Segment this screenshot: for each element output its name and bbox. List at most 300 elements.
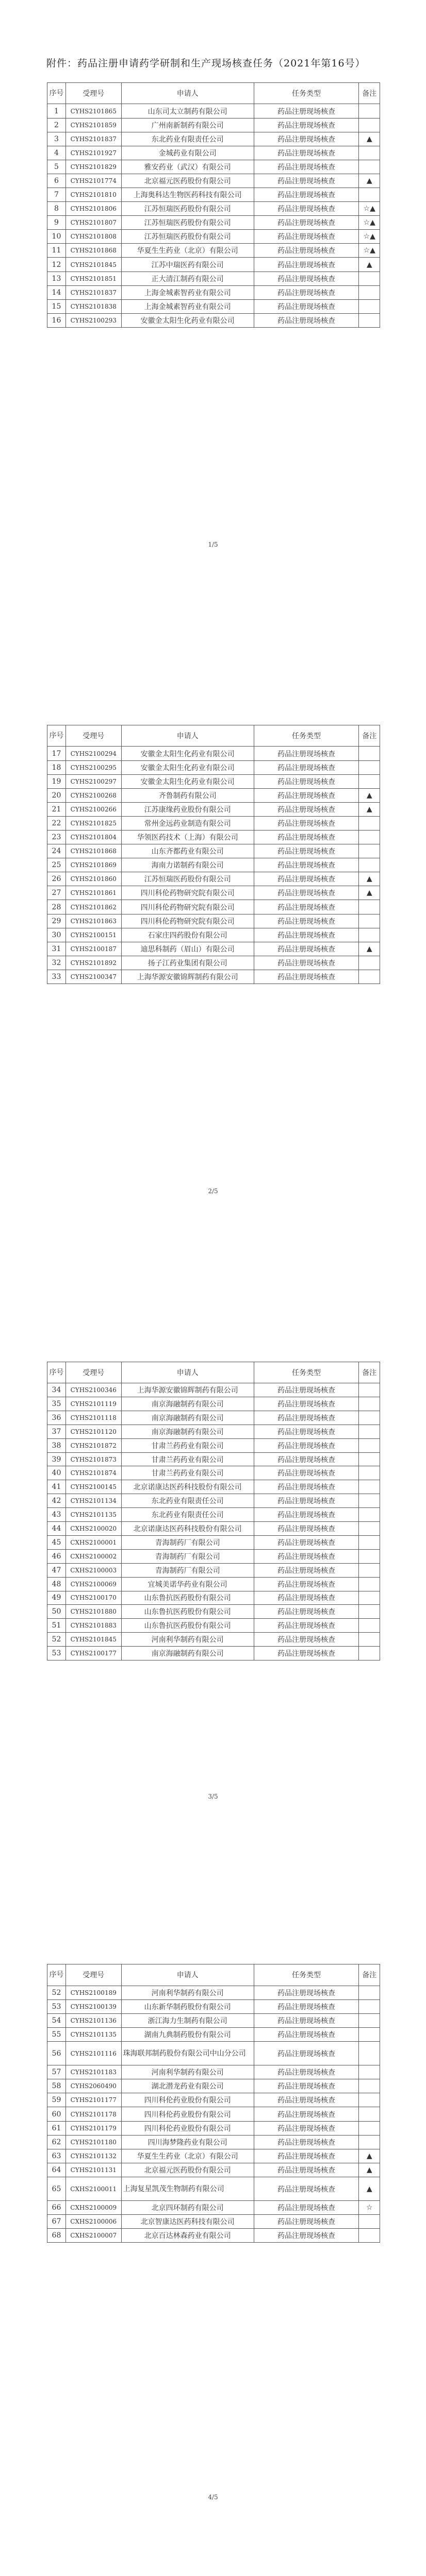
- cell-applicant: 北京福元医药股份有限公司: [121, 174, 254, 188]
- table-row: [47, 1411, 380, 1425]
- cell-remark: ▲: [359, 942, 380, 956]
- col-header-remark: 备注: [359, 83, 380, 104]
- cell-no: 41: [47, 1480, 66, 1494]
- table-row: [47, 1452, 380, 1466]
- cell-no: 16: [47, 313, 66, 327]
- cell-applicant: 江苏中瑞医药有限公司: [121, 258, 254, 272]
- cell-applicant: 山东齐都药业有限公司: [121, 844, 254, 858]
- cell-task-type: 药品注册现场核查: [254, 258, 359, 272]
- table-row: [47, 2163, 380, 2177]
- cell-task-type: 药品注册现场核查: [254, 872, 359, 886]
- table-row: [47, 1494, 380, 1508]
- cell-remark: [359, 2135, 380, 2149]
- cell-no: 6: [47, 174, 66, 188]
- table-row: [47, 1619, 380, 1633]
- table-row: [47, 816, 380, 830]
- table-row: [47, 313, 380, 327]
- cell-no: 64: [47, 2163, 66, 2177]
- cell-accept-no: CYHS2101927: [65, 146, 121, 160]
- table-row: [47, 160, 380, 174]
- cell-no: 40: [47, 1466, 66, 1480]
- cell-remark: [359, 1633, 380, 1647]
- table-row: [47, 760, 380, 774]
- cell-remark: [359, 2121, 380, 2135]
- table-row: [47, 886, 380, 900]
- cell-remark: [359, 2065, 380, 2079]
- cell-task-type: 药品注册现场核查: [254, 146, 359, 160]
- col-header-applicant: 申请人: [121, 725, 254, 747]
- cell-no: 37: [47, 1425, 66, 1438]
- col-header-remark: 备注: [359, 1362, 380, 1383]
- cell-applicant: 安徽金太阳生化药业有限公司: [121, 313, 254, 327]
- cell-no: 17: [47, 747, 66, 760]
- cell-accept-no: CYHS2101810: [65, 188, 121, 202]
- cell-no: 25: [47, 858, 66, 872]
- cell-applicant: 迪思科制药（眉山）有限公司: [121, 942, 254, 956]
- col-header-accept-no: 受理号: [65, 1964, 121, 1986]
- col-header-no: 序号: [47, 83, 66, 104]
- cell-accept-no: CYHS2101868: [65, 844, 121, 858]
- cell-remark: ☆▲: [359, 230, 380, 244]
- cell-applicant: 河南利华制药有限公司: [121, 1986, 254, 1999]
- table-row: [47, 956, 380, 970]
- cell-no: 38: [47, 1438, 66, 1452]
- cell-task-type: 药品注册现场核查: [254, 2163, 359, 2177]
- cell-no: 42: [47, 1494, 66, 1508]
- cell-applicant: 安徽金太阳生化药业有限公司: [121, 774, 254, 788]
- cell-task-type: 药品注册现场核查: [254, 244, 359, 258]
- cell-remark: [359, 1549, 380, 1563]
- cell-applicant: 四川科伦药物研究院有限公司: [121, 914, 254, 928]
- cell-remark: [359, 1605, 380, 1619]
- cell-task-type: 药品注册现场核查: [254, 970, 359, 984]
- cell-task-type: 药品注册现场核查: [254, 747, 359, 760]
- table-row: [47, 216, 380, 230]
- table-row: [47, 2079, 380, 2093]
- page-number: 3/5: [208, 1793, 218, 1800]
- cell-remark: [359, 2229, 380, 2243]
- cell-applicant: 南京海融制药有限公司: [121, 1425, 254, 1438]
- cell-no: 36: [47, 1411, 66, 1425]
- table-row: [47, 1438, 380, 1452]
- cell-no: 65: [47, 2177, 66, 2201]
- cell-accept-no: CYHS2101874: [65, 1466, 121, 1480]
- cell-no: 11: [47, 244, 66, 258]
- table-row: [47, 202, 380, 216]
- col-header-applicant: 申请人: [121, 1362, 254, 1383]
- col-header-applicant: 申请人: [121, 1964, 254, 1986]
- cell-task-type: 药品注册现场核查: [254, 1549, 359, 1563]
- cell-task-type: 药品注册现场核查: [254, 2149, 359, 2163]
- table-row: [47, 970, 380, 984]
- cell-task-type: 药品注册现场核查: [254, 2013, 359, 2027]
- cell-remark: ▲: [359, 258, 380, 272]
- table-row: [47, 844, 380, 858]
- cell-applicant: 四川科伦药物研究院有限公司: [121, 886, 254, 900]
- cell-remark: [359, 1535, 380, 1549]
- cell-no: 13: [47, 272, 66, 285]
- cell-accept-no: CYHS2101116: [65, 2042, 121, 2065]
- cell-remark: [359, 2042, 380, 2065]
- cell-task-type: 药品注册现场核查: [254, 1508, 359, 1522]
- cell-remark: [359, 272, 380, 285]
- cell-remark: ▲: [359, 788, 380, 802]
- cell-applicant: 南京海融制药有限公司: [121, 1647, 254, 1660]
- table-row: [47, 1522, 380, 1536]
- cell-remark: ▲: [359, 174, 380, 188]
- cell-accept-no: CXHS2100020: [65, 1522, 121, 1536]
- cell-no: 57: [47, 2065, 66, 2079]
- cell-applicant: 浙江海力生制药有限公司: [121, 2013, 254, 2027]
- cell-accept-no: CYHS2101837: [65, 285, 121, 299]
- cell-no: 44: [47, 1522, 66, 1536]
- cell-remark: [359, 299, 380, 313]
- cell-no: 9: [47, 216, 66, 230]
- cell-no: 52: [47, 1986, 66, 1999]
- cell-task-type: 药品注册现场核查: [254, 1633, 359, 1647]
- table-row: [47, 1577, 380, 1591]
- table-row: [47, 747, 380, 760]
- table-row: [47, 146, 380, 160]
- page-number: 2/5: [208, 1188, 218, 1195]
- cell-no: 3: [47, 132, 66, 146]
- cell-applicant: 常州金远药业制造有限公司: [121, 816, 254, 830]
- cell-applicant: 北京诺康达医药科技股份有限公司: [121, 1480, 254, 1494]
- cell-accept-no: CYHS2100346: [65, 1383, 121, 1397]
- table-row: [47, 1563, 380, 1577]
- cell-accept-no: CYHS2101118: [65, 1411, 121, 1425]
- table-row: [47, 1508, 380, 1522]
- cell-task-type: 药品注册现场核查: [254, 1986, 359, 1999]
- cell-remark: [359, 1508, 380, 1522]
- cell-applicant: 河南利华制药有限公司: [121, 2065, 254, 2079]
- cell-accept-no: CYHS2101869: [65, 858, 121, 872]
- cell-remark: [359, 2107, 380, 2121]
- cell-applicant: 江苏恒瑞医药股份有限公司: [121, 230, 254, 244]
- cell-remark: [359, 146, 380, 160]
- cell-task-type: 药品注册现场核查: [254, 188, 359, 202]
- cell-remark: [359, 188, 380, 202]
- cell-no: 10: [47, 230, 66, 244]
- cell-accept-no: CYHS2101808: [65, 230, 121, 244]
- cell-no: 53: [47, 1647, 66, 1660]
- cell-applicant: 江苏恒瑞医药股份有限公司: [121, 202, 254, 216]
- cell-task-type: 药品注册现场核查: [254, 1452, 359, 1466]
- cell-task-type: 药品注册现场核查: [254, 2135, 359, 2149]
- cell-applicant: 山东鲁抗医药股份有限公司: [121, 1591, 254, 1605]
- cell-accept-no: CYHS2101851: [65, 272, 121, 285]
- cell-accept-no: CYHS2101774: [65, 174, 121, 188]
- cell-task-type: 药品注册现场核查: [254, 831, 359, 844]
- cell-task-type: 药品注册现场核查: [254, 1999, 359, 2013]
- cell-no: 28: [47, 900, 66, 914]
- cell-applicant: 甘肃兰药药业有限公司: [121, 1452, 254, 1466]
- cell-applicant: 江苏康缘药业股份有限公司: [121, 802, 254, 816]
- cell-remark: [359, 2013, 380, 2027]
- cell-task-type: 药品注册现场核查: [254, 1397, 359, 1411]
- col-header-task-type: 任务类型: [254, 1964, 359, 1986]
- cell-applicant: 四川科伦药物研究院有限公司: [121, 900, 254, 914]
- cell-no: 30: [47, 928, 66, 942]
- table-row: [47, 1999, 380, 2013]
- table-row: [47, 2028, 380, 2042]
- cell-accept-no: CYHS2100293: [65, 313, 121, 327]
- cell-task-type: 药品注册现场核查: [254, 2093, 359, 2107]
- cell-task-type: 药品注册现场核查: [254, 1383, 359, 1397]
- cell-task-type: 药品注册现场核查: [254, 844, 359, 858]
- cell-remark: [359, 118, 380, 132]
- cell-accept-no: CYHS2101883: [65, 1619, 121, 1633]
- cell-accept-no: CYHS2101119: [65, 1397, 121, 1411]
- cell-remark: ▲: [359, 886, 380, 900]
- cell-task-type: 药品注册现场核查: [254, 1411, 359, 1425]
- cell-remark: [359, 1466, 380, 1480]
- cell-accept-no: CXHS2100011: [65, 2177, 121, 2201]
- cell-accept-no: CYHS2101179: [65, 2121, 121, 2135]
- cell-no: 66: [47, 2200, 66, 2214]
- cell-accept-no: CYHS2101859: [65, 118, 121, 132]
- cell-no: 60: [47, 2107, 66, 2121]
- cell-remark: ☆: [359, 2200, 380, 2214]
- cell-applicant: 华夏生生药业（北京）有限公司: [121, 2149, 254, 2163]
- cell-remark: [359, 2028, 380, 2042]
- cell-no: 20: [47, 788, 66, 802]
- table-row: [47, 900, 380, 914]
- table-row: [47, 118, 380, 132]
- cell-accept-no: CYHS2101860: [65, 872, 121, 886]
- cell-task-type: 药品注册现场核查: [254, 272, 359, 285]
- cell-applicant: 上海金城素智药业有限公司: [121, 299, 254, 313]
- cell-accept-no: CYHS2101861: [65, 886, 121, 900]
- cell-task-type: 药品注册现场核查: [254, 2229, 359, 2243]
- cell-no: 47: [47, 1563, 66, 1577]
- cell-no: 22: [47, 816, 66, 830]
- table-row: [47, 1425, 380, 1438]
- page-number: 1/5: [208, 541, 218, 548]
- cell-task-type: 药品注册现场核查: [254, 1577, 359, 1591]
- cell-task-type: 药品注册现场核查: [254, 886, 359, 900]
- cell-accept-no: CYHS2101837: [65, 132, 121, 146]
- cell-accept-no: CYHS2101845: [65, 258, 121, 272]
- table-row: [47, 1591, 380, 1605]
- cell-applicant: 湖南九典制药股份有限公司: [121, 2028, 254, 2042]
- table-row: [47, 831, 380, 844]
- table-row: [47, 802, 380, 816]
- cell-task-type: 药品注册现场核查: [254, 1619, 359, 1633]
- cell-no: 5: [47, 160, 66, 174]
- table-row: [47, 2135, 380, 2149]
- table-row: [47, 2149, 380, 2163]
- cell-applicant: 四川海梦隆药业有限公司: [121, 2135, 254, 2149]
- cell-task-type: 药品注册现场核查: [254, 802, 359, 816]
- cell-applicant: 上海奥科达生物医药科技有限公司: [121, 188, 254, 202]
- cell-accept-no: CYHS2101845: [65, 1633, 121, 1647]
- cell-no: 34: [47, 1383, 66, 1397]
- cell-accept-no: CYHS2101177: [65, 2093, 121, 2107]
- table-row: [47, 2200, 380, 2214]
- cell-no: 14: [47, 285, 66, 299]
- cell-no: 46: [47, 1549, 66, 1563]
- cell-remark: [359, 900, 380, 914]
- cell-applicant: 上海复星凯茂生物制药有限公司: [121, 2177, 254, 2201]
- cell-accept-no: CYHS2100189: [65, 1986, 121, 1999]
- col-header-applicant: 申请人: [121, 83, 254, 104]
- cell-applicant: 河南利华制药有限公司: [121, 1633, 254, 1647]
- cell-task-type: 药品注册现场核查: [254, 774, 359, 788]
- cell-applicant: 北京福元医药股份有限公司: [121, 2163, 254, 2177]
- table-row: [47, 1466, 380, 1480]
- cell-applicant: 湖北潜龙药业有限公司: [121, 2079, 254, 2093]
- table-row: [47, 872, 380, 886]
- cell-no: 12: [47, 258, 66, 272]
- col-header-no: 序号: [47, 1362, 66, 1383]
- cell-task-type: 药品注册现场核查: [254, 2121, 359, 2135]
- cell-remark: [359, 1577, 380, 1591]
- cell-accept-no: CYHS2101865: [65, 104, 121, 118]
- cell-accept-no: CYHS2101120: [65, 1425, 121, 1438]
- cell-task-type: 药品注册现场核查: [254, 104, 359, 118]
- cell-task-type: 药品注册现场核查: [254, 1425, 359, 1438]
- cell-no: 21: [47, 802, 66, 816]
- cell-remark: [359, 285, 380, 299]
- cell-task-type: 药品注册现场核查: [254, 942, 359, 956]
- cell-accept-no: CYHS2100295: [65, 760, 121, 774]
- cell-accept-no: CYHS2101873: [65, 1452, 121, 1466]
- cell-applicant: 华夏生生药业（北京）有限公司: [121, 244, 254, 258]
- cell-task-type: 药品注册现场核查: [254, 956, 359, 970]
- cell-applicant: 四川科伦药业股份有限公司: [121, 2093, 254, 2107]
- cell-remark: ▲: [359, 2149, 380, 2163]
- table-row: [47, 1647, 380, 1660]
- col-header-accept-no: 受理号: [65, 83, 121, 104]
- cell-accept-no: CYHS2101807: [65, 216, 121, 230]
- cell-applicant: 江苏恒瑞医药股份有限公司: [121, 216, 254, 230]
- table-row: [47, 132, 380, 146]
- cell-remark: [359, 1480, 380, 1494]
- cell-remark: [359, 160, 380, 174]
- cell-task-type: 药品注册现场核查: [254, 285, 359, 299]
- cell-accept-no: CXHS2100003: [65, 1563, 121, 1577]
- cell-accept-no: CYHS2101868: [65, 244, 121, 258]
- cell-accept-no: CYHS2101134: [65, 1494, 121, 1508]
- cell-no: 24: [47, 844, 66, 858]
- cell-remark: [359, 1425, 380, 1438]
- cell-remark: [359, 1999, 380, 2013]
- cell-applicant: 海南力诺制药有限公司: [121, 858, 254, 872]
- table-row: [47, 244, 380, 258]
- cell-applicant: 山东鲁抗医药股份有限公司: [121, 1605, 254, 1619]
- cell-remark: [359, 1452, 380, 1466]
- cell-applicant: 四川科伦药业股份有限公司: [121, 2121, 254, 2135]
- cell-remark: ▲: [359, 802, 380, 816]
- cell-accept-no: CYHS2100266: [65, 802, 121, 816]
- cell-applicant: 上海华源安徽锦辉制药有限公司: [121, 1383, 254, 1397]
- cell-applicant: 东北药业有限责任公司: [121, 1494, 254, 1508]
- cell-task-type: 药品注册现场核查: [254, 216, 359, 230]
- cell-remark: [359, 1647, 380, 1660]
- cell-remark: [359, 928, 380, 942]
- cell-no: 63: [47, 2149, 66, 2163]
- cell-task-type: 药品注册现场核查: [254, 230, 359, 244]
- cell-accept-no: CYHS2101862: [65, 900, 121, 914]
- table-row: [47, 1986, 380, 1999]
- cell-no: 29: [47, 914, 66, 928]
- cell-accept-no: CXHS2100002: [65, 1549, 121, 1563]
- table-row: [47, 230, 380, 244]
- table-row: [47, 285, 380, 299]
- cell-applicant: 山东鲁抗医药股份有限公司: [121, 1619, 254, 1633]
- col-header-no: 序号: [47, 725, 66, 747]
- cell-task-type: 药品注册现场核查: [254, 1480, 359, 1494]
- cell-accept-no: CYHS2100268: [65, 788, 121, 802]
- cell-task-type: 药品注册现场核查: [254, 2107, 359, 2121]
- cell-remark: [359, 1397, 380, 1411]
- cell-task-type: 药品注册现场核查: [254, 1494, 359, 1508]
- cell-task-type: 药品注册现场核查: [254, 2042, 359, 2065]
- table-row: [47, 299, 380, 313]
- cell-applicant: 东北药业有限责任公司: [121, 1508, 254, 1522]
- cell-no: 56: [47, 2042, 66, 2065]
- cell-remark: [359, 956, 380, 970]
- table-header-row: [47, 83, 380, 104]
- table-row: [47, 1535, 380, 1549]
- cell-applicant: 山东司太立制药有限公司: [121, 104, 254, 118]
- cell-remark: ▲: [359, 2163, 380, 2177]
- cell-accept-no: CYHS2100187: [65, 942, 121, 956]
- cell-remark: ▲: [359, 872, 380, 886]
- cell-applicant: 四川科伦药业股份有限公司: [121, 2107, 254, 2121]
- cell-accept-no: CYHS2060490: [65, 2079, 121, 2093]
- cell-no: 67: [47, 2215, 66, 2229]
- cell-no: 32: [47, 956, 66, 970]
- cell-accept-no: CYHS2101872: [65, 1438, 121, 1452]
- cell-applicant: 北京四环制药有限公司: [121, 2200, 254, 2214]
- cell-applicant: 青海制药厂有限公司: [121, 1549, 254, 1563]
- cell-task-type: 药品注册现场核查: [254, 2065, 359, 2079]
- cell-accept-no: CYHS2101135: [65, 1508, 121, 1522]
- table-row: [47, 2229, 380, 2243]
- col-header-task-type: 任务类型: [254, 83, 359, 104]
- cell-accept-no: CYHS2101135: [65, 2028, 121, 2042]
- cell-task-type: 药品注册现场核查: [254, 174, 359, 188]
- cell-accept-no: CYHS2101132: [65, 2149, 121, 2163]
- cell-task-type: 药品注册现场核查: [254, 1605, 359, 1619]
- cell-applicant: 石家庄四药股份有限公司: [121, 928, 254, 942]
- cell-no: 23: [47, 831, 66, 844]
- cell-no: 51: [47, 1619, 66, 1633]
- cell-accept-no: CXHS2100009: [65, 2200, 121, 2214]
- cell-applicant: 南京海融制药有限公司: [121, 1411, 254, 1425]
- col-header-remark: 备注: [359, 725, 380, 747]
- cell-task-type: 药品注册现场核查: [254, 2028, 359, 2042]
- cell-no: 7: [47, 188, 66, 202]
- cell-task-type: 药品注册现场核查: [254, 760, 359, 774]
- table-row: [47, 2121, 380, 2135]
- table-row: [47, 1633, 380, 1647]
- cell-accept-no: CYHS2100297: [65, 774, 121, 788]
- cell-applicant: 华领医药技术（上海）有限公司: [121, 831, 254, 844]
- cell-no: 1: [47, 104, 66, 118]
- cell-accept-no: CYHS2101892: [65, 956, 121, 970]
- cell-applicant: 山东新华制药股份有限公司: [121, 1999, 254, 2013]
- table-row: [47, 1397, 380, 1411]
- cell-applicant: 安徽金太阳生化药业有限公司: [121, 747, 254, 760]
- cell-no: 68: [47, 2229, 66, 2243]
- cell-task-type: 药品注册现场核查: [254, 1563, 359, 1577]
- cell-remark: ☆▲: [359, 244, 380, 258]
- cell-task-type: 药品注册现场核查: [254, 1522, 359, 1536]
- cell-no: 55: [47, 2028, 66, 2042]
